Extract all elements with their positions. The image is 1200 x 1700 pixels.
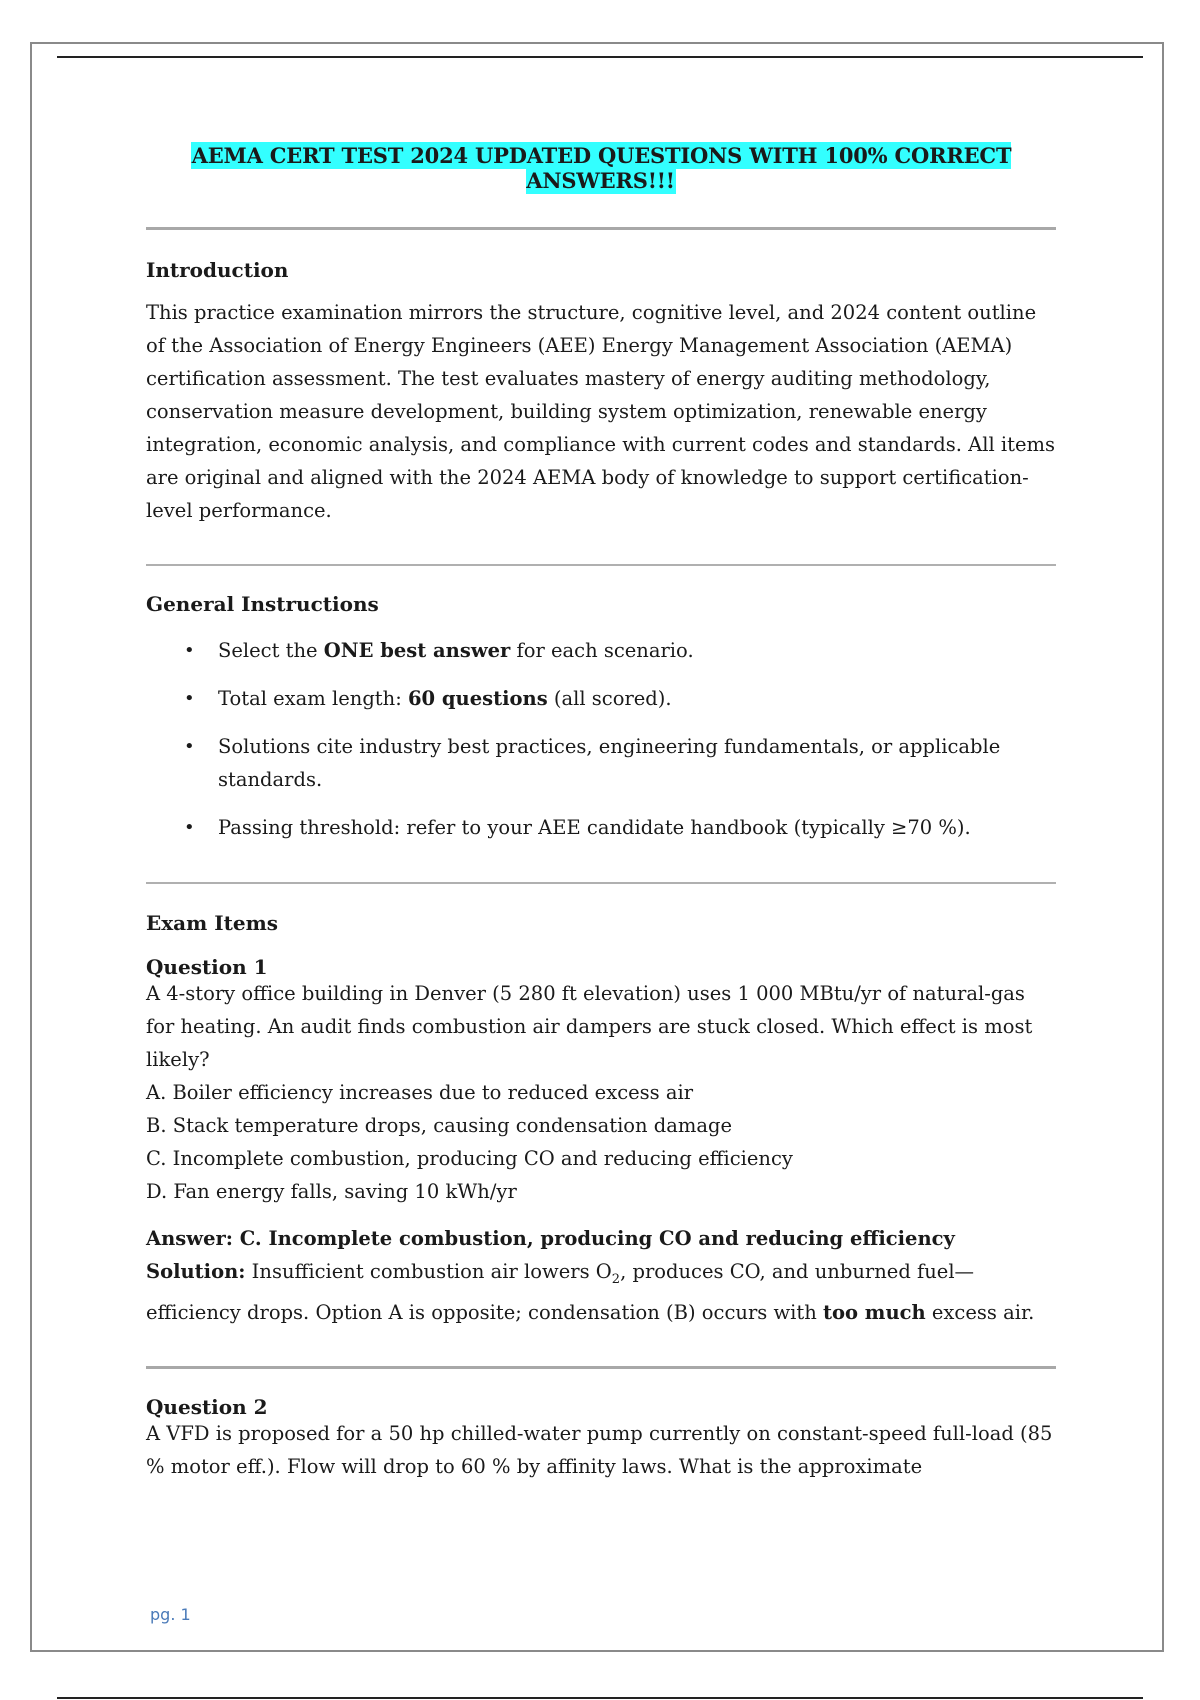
bullet-icon: •	[184, 640, 195, 661]
document-body	[146, 140, 1056, 1483]
instruction-item: • Passing threshold: refer to your AEE candidate handbook (typically ≥70 %).	[146, 811, 1056, 844]
title-block	[146, 143, 1056, 193]
introduction-heading: Introduction	[146, 258, 289, 282]
introduction-paragraph: This practice examination mirrors the structure, cognitive level, and 2024 content outline of the Association of Energy Engineers (AEE) Energy Management Association (AEMA) certification assessment. The test evaluates mastery of energy auditing methodology, conservation measure development, building system optimization, renewable energy integration, economic analysis, and compliance with current codes and standards. All items are original and aligned with the 2024 AEMA body of knowledge to support certification-level performance.	[146, 301, 1055, 522]
question-1-solution: Solution: Insufficient combustion air lowers $O_2$, produces CO, and unburned fuel—efficiency drops. Option A is opposite; condensation (B) occurs with too much excess air.	[146, 1260, 1035, 1324]
instructions-list	[146, 634, 1056, 844]
page-number: pg. 1	[150, 1605, 191, 1624]
instruction-item: • Solutions cite industry best practices, engineering fundamentals, or applicable standards.	[146, 730, 1056, 796]
divider	[146, 882, 1056, 884]
bullet-icon: •	[184, 736, 195, 757]
instruction-item: • Select the ONE best answer for each scenario.	[146, 634, 1056, 667]
question-2-stem: A VFD is proposed for a 50 hp chilled-water pump currently on constant-speed full-load (85 % motor eff.). Flow will drop to 60 % by affinity laws. What is the approximate	[146, 1421, 1053, 1478]
question-1-label: Question 1	[146, 955, 268, 979]
instruction-item: • Total exam length: 60 questions (all scored).	[146, 682, 1056, 715]
exam-items-heading: Exam Items	[146, 911, 278, 935]
document-title: AEMA CERT TEST 2024 UPDATED QUESTIONS WITH 100% CORRECT ANSWERS!!!	[191, 143, 1012, 193]
divider	[146, 564, 1056, 566]
divider	[146, 227, 1056, 230]
instructions-heading: General Instructions	[146, 592, 379, 616]
divider	[146, 1366, 1056, 1369]
header-rule	[57, 56, 1143, 58]
question-1-answer: Answer: C. Incomplete combustion, producing CO and reducing efficiency	[146, 1227, 955, 1250]
question-2-label: Question 2	[146, 1394, 268, 1419]
bullet-icon: •	[184, 817, 195, 838]
question-1-stem: A 4-story office building in Denver (5 280 ft elevation) uses 1 000 MBtu/yr of natural-gas for heating. An audit finds combustion air dampers are stuck closed. Which effect is most likely?	[146, 982, 1033, 1071]
question-1-option-b: B. Stack temperature drops, causing condensation damage	[146, 1114, 733, 1137]
question-1-option-c: C. Incomplete combustion, producing CO and reducing efficiency	[146, 1147, 793, 1170]
next-page-rule	[57, 1697, 1143, 1699]
question-1-option-d: D. Fan energy falls, saving 10 kWh/yr	[146, 1180, 517, 1203]
bullet-icon: •	[184, 688, 195, 709]
question-1-option-a: A. Boiler efficiency increases due to reduced excess air	[146, 1081, 694, 1104]
